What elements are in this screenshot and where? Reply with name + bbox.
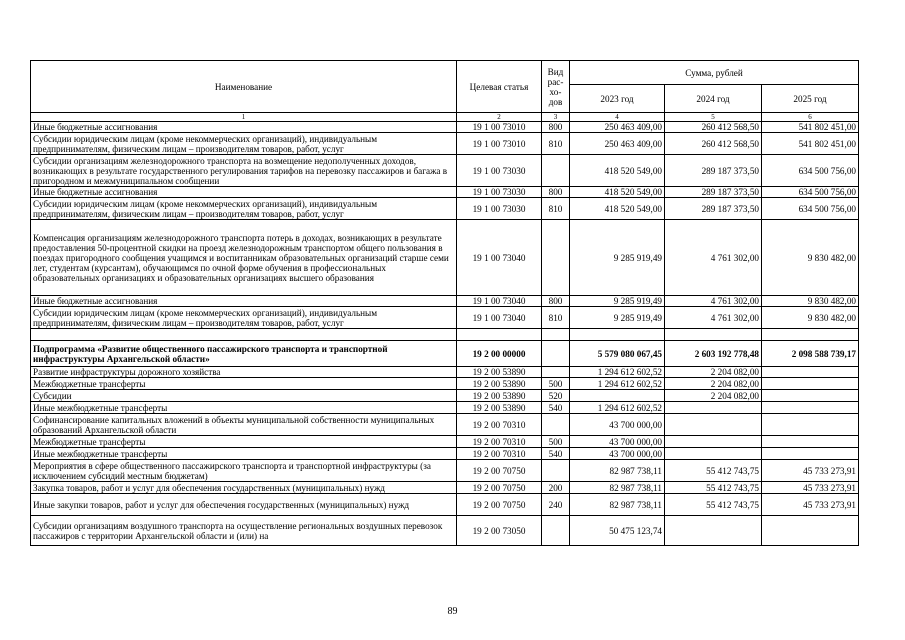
row-vid xyxy=(542,460,570,482)
table-row xyxy=(31,436,859,448)
row-vid xyxy=(542,329,570,341)
row-amount-2023: 418 520 549,00 xyxy=(570,187,665,198)
header-row xyxy=(31,61,859,85)
row-amount-2024 xyxy=(665,516,762,546)
row-name: Межбюджетные трансферты xyxy=(31,436,457,448)
row-code: 19 1 00 73010 xyxy=(457,133,542,155)
row-amount-2024 xyxy=(665,329,762,341)
row-amount-2024 xyxy=(665,414,762,436)
row-name: Субсидии xyxy=(31,390,457,402)
table-row xyxy=(31,198,859,220)
row-amount-2025: 634 500 756,00 xyxy=(762,155,859,187)
row-vid xyxy=(542,220,570,296)
table-row xyxy=(31,482,859,494)
row-name: Иные межбюджетные трансферты xyxy=(31,448,457,460)
row-amount-2024: 2 204 082,00 xyxy=(665,390,762,402)
header-code: Целевая статья xyxy=(457,61,542,113)
column-index: 6 xyxy=(762,113,859,122)
row-name xyxy=(31,329,457,341)
row-name: Закупка товаров, работ и услуг для обеспечения государственных (муниципальных) нужд xyxy=(31,482,457,494)
row-amount-2025: 634 500 756,00 xyxy=(762,187,859,198)
row-name: Иные бюджетные ассигнования xyxy=(31,122,457,133)
table-row xyxy=(31,307,859,329)
row-amount-2023: 9 285 919,49 xyxy=(570,307,665,329)
row-name: Субсидии юридическим лицам (кроме некоммерческих организаций), индивидуальным предпринимателям, физическим лицам – производителям товаров, работ, услуг xyxy=(31,307,457,329)
table-row xyxy=(31,341,859,367)
row-amount-2023: 43 700 000,00 xyxy=(570,436,665,448)
table-row xyxy=(31,296,859,307)
header-2023: 2023 год xyxy=(570,85,665,113)
row-vid: 800 xyxy=(542,187,570,198)
row-code: 19 2 00 70310 xyxy=(457,448,542,460)
table-row xyxy=(31,155,859,187)
table-row xyxy=(31,133,859,155)
row-amount-2025: 634 500 756,00 xyxy=(762,198,859,220)
row-amount-2025: 541 802 451,00 xyxy=(762,133,859,155)
row-amount-2025 xyxy=(762,448,859,460)
column-index: 5 xyxy=(665,113,762,122)
row-amount-2024: 55 412 743,75 xyxy=(665,494,762,516)
table-row xyxy=(31,367,859,378)
row-code xyxy=(457,329,542,341)
row-amount-2023: 418 520 549,00 xyxy=(570,198,665,220)
row-amount-2025 xyxy=(762,329,859,341)
column-index: 4 xyxy=(570,113,665,122)
row-amount-2023: 82 987 738,11 xyxy=(570,482,665,494)
table-row xyxy=(31,460,859,482)
row-amount-2024: 289 187 373,50 xyxy=(665,187,762,198)
row-name: Софинансирование капитальных вложений в объекты муниципальной собственности муниципальных образований Архангельской области xyxy=(31,414,457,436)
row-amount-2024: 260 412 568,50 xyxy=(665,122,762,133)
table-row xyxy=(31,448,859,460)
row-amount-2025: 45 733 273,91 xyxy=(762,494,859,516)
row-amount-2024: 289 187 373,50 xyxy=(665,198,762,220)
row-code: 19 1 00 73030 xyxy=(457,155,542,187)
row-amount-2023 xyxy=(570,329,665,341)
row-amount-2025: 541 802 451,00 xyxy=(762,122,859,133)
row-code: 19 2 00 53890 xyxy=(457,402,542,414)
row-amount-2023: 1 294 612 602,52 xyxy=(570,378,665,390)
row-amount-2024: 55 412 743,75 xyxy=(665,460,762,482)
row-name: Иные бюджетные ассигнования xyxy=(31,296,457,307)
row-amount-2024: 4 761 302,00 xyxy=(665,307,762,329)
row-name: Мероприятия в сфере общественного пассажирского транспорта и транспортной инфраструктуры (за исключением субсидий местным бюджетам) xyxy=(31,460,457,482)
row-amount-2024: 289 187 373,50 xyxy=(665,155,762,187)
row-amount-2025: 9 830 482,00 xyxy=(762,220,859,296)
row-amount-2024: 260 412 568,50 xyxy=(665,133,762,155)
row-vid: 200 xyxy=(542,482,570,494)
row-name: Подпрограмма «Развитие общественного пассажирского транспорта и транспортной инфраструктуры Архангельской области» xyxy=(31,341,457,367)
row-name: Компенсация организациям железнодорожного транспорта потерь в доходах, возникающих в результате предоставления 50-процентной скидки на проезд железнодорожным транспортом общего пользования в поездах пригородного сообщения учащимся и воспитанникам образовательных организаций старше семи лет, студентам (курсантам), обучающимся по очной форме обучения в профессиональных образовательных организациях и образовательных организациях высшего образования xyxy=(31,220,457,296)
row-vid xyxy=(542,414,570,436)
row-amount-2025 xyxy=(762,414,859,436)
column-index-row xyxy=(31,113,859,122)
row-amount-2023: 418 520 549,00 xyxy=(570,155,665,187)
header-2024: 2024 год xyxy=(665,85,762,113)
row-code: 19 2 00 70750 xyxy=(457,460,542,482)
row-name: Иные бюджетные ассигнования xyxy=(31,187,457,198)
row-vid xyxy=(542,341,570,367)
row-amount-2023: 1 294 612 602,52 xyxy=(570,402,665,414)
row-name: Субсидии организациям железнодорожного транспорта на возмещение недополученных доходов, возникающих в результате государственного регулирования тарифов на перевозку пассажиров и багажа в пригородном и межмуниципальном сообщении xyxy=(31,155,457,187)
row-code: 19 1 00 73040 xyxy=(457,296,542,307)
table-row xyxy=(31,414,859,436)
row-amount-2023: 9 285 919,49 xyxy=(570,296,665,307)
row-vid: 500 xyxy=(542,436,570,448)
header-sum: Сумма, рублей xyxy=(570,61,859,85)
row-code: 19 2 00 53890 xyxy=(457,390,542,402)
row-name: Развитие инфраструктуры дорожного хозяйства xyxy=(31,367,457,378)
row-amount-2024 xyxy=(665,436,762,448)
header-name: Наименование xyxy=(31,61,457,113)
table-row xyxy=(31,187,859,198)
row-name: Субсидии юридическим лицам (кроме некоммерческих организаций), индивидуальным предпринимателям, физическим лицам – производителям товаров, работ, услуг xyxy=(31,198,457,220)
row-vid: 520 xyxy=(542,390,570,402)
row-amount-2024: 4 761 302,00 xyxy=(665,220,762,296)
column-index: 3 xyxy=(542,113,570,122)
row-name: Иные межбюджетные трансферты xyxy=(31,402,457,414)
table-row xyxy=(31,402,859,414)
row-name: Межбюджетные трансферты xyxy=(31,378,457,390)
row-name: Субсидии юридическим лицам (кроме некоммерческих организаций), индивидуальным предпринимателям, физическим лицам – производителям товаров, работ, услуг xyxy=(31,133,457,155)
row-amount-2025 xyxy=(762,436,859,448)
column-index: 2 xyxy=(457,113,542,122)
column-index: 1 xyxy=(31,113,457,122)
row-amount-2023: 82 987 738,11 xyxy=(570,460,665,482)
row-amount-2024: 55 412 743,75 xyxy=(665,482,762,494)
row-vid: 500 xyxy=(542,378,570,390)
row-code: 19 1 00 73030 xyxy=(457,198,542,220)
row-code: 19 2 00 53890 xyxy=(457,367,542,378)
row-vid: 240 xyxy=(542,494,570,516)
row-code: 19 2 00 00000 xyxy=(457,341,542,367)
row-vid: 810 xyxy=(542,133,570,155)
row-code: 19 2 00 70750 xyxy=(457,482,542,494)
row-name: Субсидии организациям воздушного транспорта на осуществление региональных воздушных перевозок пассажиров с территории Архангельской области и (или) на xyxy=(31,516,457,546)
row-amount-2023: 250 463 409,00 xyxy=(570,133,665,155)
row-amount-2025 xyxy=(762,516,859,546)
row-code: 19 1 00 73030 xyxy=(457,187,542,198)
table-row xyxy=(31,220,859,296)
row-amount-2025: 2 098 588 739,17 xyxy=(762,341,859,367)
row-amount-2023 xyxy=(570,390,665,402)
table-row xyxy=(31,122,859,133)
row-code: 19 2 00 70310 xyxy=(457,414,542,436)
row-vid: 540 xyxy=(542,402,570,414)
row-amount-2023: 82 987 738,11 xyxy=(570,494,665,516)
row-amount-2025: 45 733 273,91 xyxy=(762,460,859,482)
budget-table xyxy=(30,60,859,546)
header-vid: Вид рас-хо-дов xyxy=(542,61,570,113)
row-amount-2025: 9 830 482,00 xyxy=(762,296,859,307)
row-amount-2025 xyxy=(762,402,859,414)
row-vid xyxy=(542,367,570,378)
row-amount-2023: 5 579 080 067,45 xyxy=(570,341,665,367)
row-amount-2024 xyxy=(665,402,762,414)
row-amount-2023: 9 285 919,49 xyxy=(570,220,665,296)
row-amount-2024: 2 603 192 778,48 xyxy=(665,341,762,367)
row-amount-2025: 9 830 482,00 xyxy=(762,307,859,329)
row-amount-2024: 2 204 082,00 xyxy=(665,378,762,390)
row-amount-2024: 2 204 082,00 xyxy=(665,367,762,378)
row-amount-2025 xyxy=(762,378,859,390)
row-code: 19 1 00 73040 xyxy=(457,307,542,329)
row-amount-2023: 1 294 612 602,52 xyxy=(570,367,665,378)
row-amount-2023: 43 700 000,00 xyxy=(570,414,665,436)
row-name: Иные закупки товаров, работ и услуг для обеспечения государственных (муниципальных) нужд xyxy=(31,494,457,516)
row-code: 19 2 00 73050 xyxy=(457,516,542,546)
row-amount-2023: 250 463 409,00 xyxy=(570,122,665,133)
row-amount-2023: 50 475 123,74 xyxy=(570,516,665,546)
row-amount-2025 xyxy=(762,367,859,378)
row-amount-2025: 45 733 273,91 xyxy=(762,482,859,494)
row-amount-2025 xyxy=(762,390,859,402)
row-vid: 540 xyxy=(542,448,570,460)
row-code: 19 2 00 70750 xyxy=(457,494,542,516)
row-code: 19 1 00 73040 xyxy=(457,220,542,296)
table-row xyxy=(31,378,859,390)
row-amount-2024: 4 761 302,00 xyxy=(665,296,762,307)
table-row xyxy=(31,329,859,341)
row-code: 19 2 00 53890 xyxy=(457,378,542,390)
row-vid: 810 xyxy=(542,307,570,329)
row-vid xyxy=(542,516,570,546)
table-row xyxy=(31,516,859,546)
table-row xyxy=(31,390,859,402)
row-code: 19 1 00 73010 xyxy=(457,122,542,133)
row-amount-2023: 43 700 000,00 xyxy=(570,448,665,460)
row-vid: 810 xyxy=(542,198,570,220)
header-2025: 2025 год xyxy=(762,85,859,113)
page-number: 89 xyxy=(447,606,458,617)
row-vid: 800 xyxy=(542,122,570,133)
row-vid: 800 xyxy=(542,296,570,307)
table-row xyxy=(31,494,859,516)
row-code: 19 2 00 70310 xyxy=(457,436,542,448)
row-vid xyxy=(542,155,570,187)
row-amount-2024 xyxy=(665,448,762,460)
